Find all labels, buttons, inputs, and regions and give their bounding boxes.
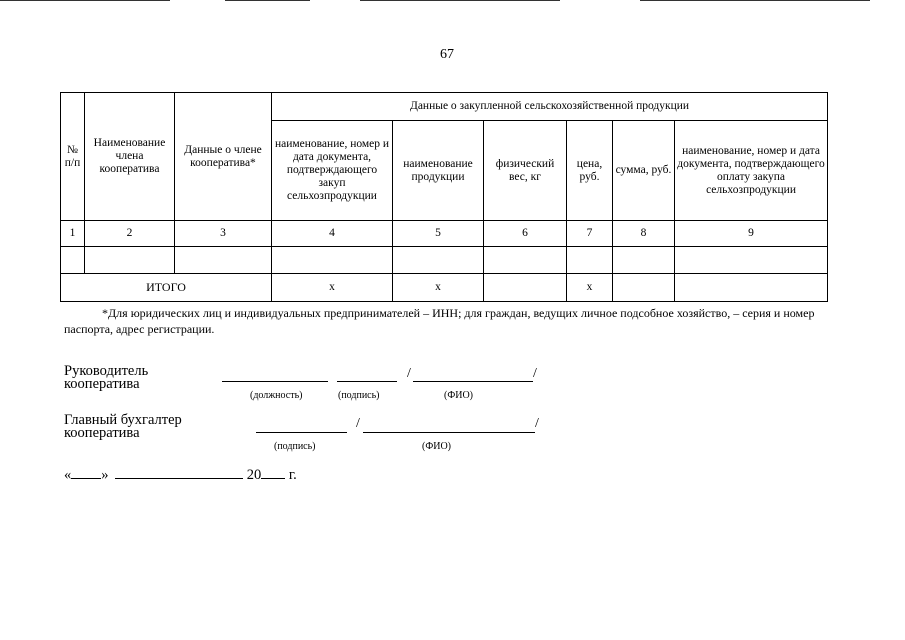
scan-edge-line bbox=[360, 0, 560, 1]
slash: / bbox=[535, 416, 539, 431]
slash: / bbox=[356, 416, 360, 431]
accountant-label: Главный бухгалтер bbox=[64, 412, 182, 428]
header-member-data: Данные о члене кооператива* bbox=[175, 93, 272, 221]
header-purchase-document: наименование, номер и дата документа, подтверждающего закуп сельхозпродукции bbox=[272, 121, 393, 221]
header-purchased-products: Данные о закупленной сельскохозяйственной продукции bbox=[272, 93, 828, 121]
head-fio-line bbox=[413, 381, 533, 382]
empty-cell bbox=[272, 247, 393, 274]
column-number: 6 bbox=[484, 221, 567, 247]
year-blank bbox=[261, 478, 285, 479]
header-weight: физический вес, кг bbox=[484, 121, 567, 221]
caption-signature: (подпись) bbox=[338, 390, 380, 401]
caption-signature: (подпись) bbox=[274, 441, 316, 452]
total-mark: х bbox=[272, 274, 393, 302]
total-mark: х bbox=[393, 274, 484, 302]
quote-close: » bbox=[101, 467, 109, 483]
header-price: цена, руб. bbox=[567, 121, 613, 221]
empty-cell bbox=[393, 247, 484, 274]
empty-cell bbox=[85, 247, 175, 274]
total-mark: х bbox=[567, 274, 613, 302]
table-header-row bbox=[61, 93, 828, 121]
column-number: 7 bbox=[567, 221, 613, 247]
footnote: *Для юридических лиц и индивидуальных предпринимателей – ИНН; для граждан, ведущих личное подсобное хозяйство, – серия и номер паспорта, адрес регистрации. bbox=[64, 306, 815, 336]
month-blank bbox=[115, 478, 243, 479]
head-signature-line bbox=[337, 381, 397, 382]
slash: / bbox=[407, 366, 411, 381]
date-line bbox=[64, 467, 297, 484]
purchase-report-table bbox=[60, 92, 828, 302]
day-blank bbox=[71, 478, 101, 479]
caption-fio: (ФИО) bbox=[444, 390, 474, 401]
empty-cell bbox=[675, 247, 828, 274]
page-number: 67 bbox=[440, 47, 454, 62]
head-label-cooperative: кооператива bbox=[64, 376, 140, 392]
accountant-signature-line bbox=[256, 432, 347, 433]
column-number: 9 bbox=[675, 221, 828, 247]
accountant-fio-line bbox=[363, 432, 535, 433]
column-number: 3 bbox=[175, 221, 272, 247]
scan-edge-line bbox=[640, 0, 870, 1]
caption-position: (должность) bbox=[250, 390, 303, 401]
empty-data-row bbox=[61, 247, 828, 274]
empty-cell bbox=[567, 247, 613, 274]
total-label: ИТОГО bbox=[61, 274, 272, 302]
column-number-row bbox=[61, 221, 828, 247]
year-suffix: г. bbox=[288, 467, 297, 483]
total-weight-cell bbox=[484, 274, 567, 302]
header-number: № п/п bbox=[61, 93, 85, 221]
head-position-line bbox=[222, 381, 328, 382]
header-product-name: наименование продукции bbox=[393, 121, 484, 221]
scan-edge-line bbox=[225, 0, 310, 1]
caption-fio: (ФИО) bbox=[422, 441, 452, 452]
header-member-name: Наименование члена кооператива bbox=[85, 93, 175, 221]
empty-cell bbox=[61, 247, 85, 274]
total-row bbox=[61, 274, 828, 302]
empty-cell bbox=[613, 247, 675, 274]
quote-open: « bbox=[64, 467, 72, 483]
header-payment-document: наименование, номер и дата документа, подтверждающего оплату закупа сельхозпродукции bbox=[675, 121, 828, 221]
empty-cell bbox=[484, 247, 567, 274]
total-payment-cell bbox=[675, 274, 828, 302]
accountant-label-cooperative: кооператива bbox=[64, 425, 140, 441]
year-prefix: 20 bbox=[246, 467, 262, 483]
column-number: 4 bbox=[272, 221, 393, 247]
head-label: Руководитель bbox=[64, 363, 149, 379]
slash: / bbox=[533, 366, 537, 381]
column-number: 1 bbox=[61, 221, 85, 247]
column-number: 2 bbox=[85, 221, 175, 247]
column-number: 5 bbox=[393, 221, 484, 247]
column-number: 8 bbox=[613, 221, 675, 247]
total-sum-cell bbox=[613, 274, 675, 302]
empty-cell bbox=[175, 247, 272, 274]
header-sum: сумма, руб. bbox=[613, 121, 675, 221]
scan-edge-line bbox=[0, 0, 170, 1]
